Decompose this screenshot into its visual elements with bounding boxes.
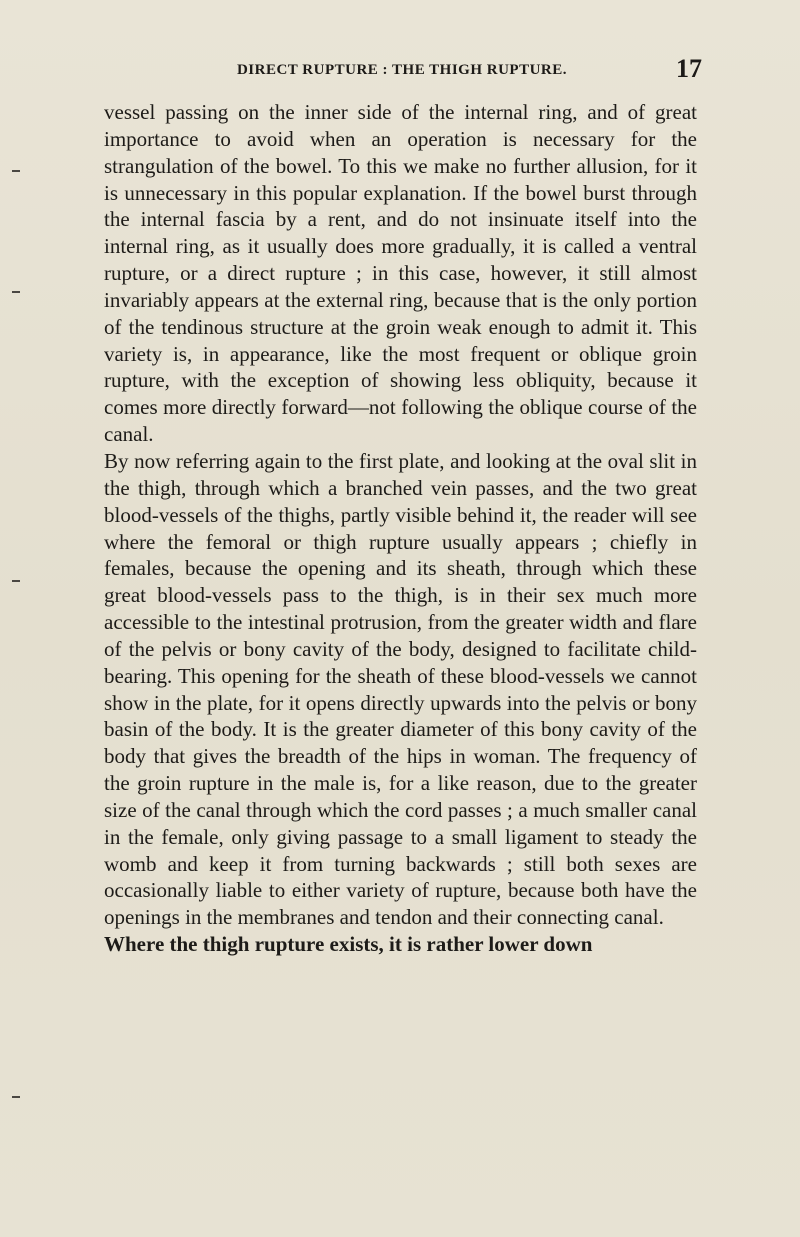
running-title: DIRECT RUPTURE : THE THIGH RUPTURE.	[236, 62, 568, 78]
page-edge-mark	[12, 291, 20, 293]
page-edge-mark	[12, 170, 20, 172]
running-head	[106, 54, 702, 88]
paragraph-1: vessel passing on the inner side of the internal ring, and of great importance to avoid when an operation is necessary for the strangulation of the bowel. To this we make no further allusion, for it is unnecessary in this popular explanation. If the bowel burst through the internal fascia by a rent, and do not insinuate itself into the internal ring, as it usually does more gradually, it is called a ventral rupture, or a direct rupture ; in this case, however, it still almost invariably appears at the external ring, because that is the only portion of the tendinous structure at the groin weak enough to admit it. This variety is, in appearance, like the most frequent or oblique groin rupture, with the exception of showing less obliquity, because it comes more directly forward—not following the oblique course of the canal.	[104, 100, 697, 447]
page-number: 17	[676, 54, 702, 83]
page-edge-mark	[12, 580, 20, 582]
paragraph-2: By now referring again to the first plate, and looking at the oval slit in the thigh, through which a branched vein passes, and the two great blood-vessels of the thighs, partly visible behind it, the reader will see where the femoral or thigh rupture usually appears ; chiefly in females, because the opening and its sheath, through which these great blood-vessels pass to the thigh, is in their sex much more accessible to the intestinal protrusion, from the greater width and flare of the pelvis or bony cavity of the body, designed to facilitate child-bearing. This opening for the sheath of these blood-vessels we cannot show in the plate, for it opens directly upwards into the pelvis or bony basin of the body. It is the greater diameter of this bony cavity of the body that gives the breadth of the hips in woman. The frequency of the groin rupture in the male is, for a like reason, due to the greater size of the canal through which the cord passes ; a much smaller canal in the female, only giving passage to a small ligament to steady the womb and keep it from turning backwards ; still both sexes are occasionally liable to either variety of rupture, because both have the openings in the membranes and tendon and their connecting canal.	[104, 448, 697, 930]
body-text	[104, 99, 697, 958]
paragraph-3: Where the thigh rupture exists, it is rather lower down	[104, 932, 593, 957]
page-edge-mark	[12, 1096, 20, 1098]
